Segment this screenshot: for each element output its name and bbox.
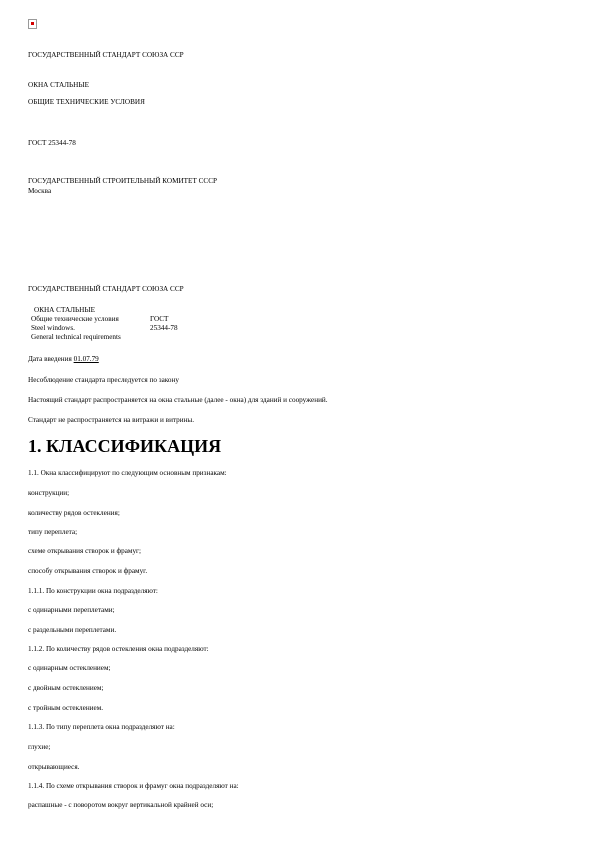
committee-name: ГОСУДАРСТВЕННЫЙ СТРОИТЕЛЬНЫЙ КОМИТЕТ СССР bbox=[28, 177, 218, 185]
section-line: 1.1.3. По типу переплета окна подразделяют на: bbox=[28, 723, 175, 731]
standard-ussr-heading-2: ГОСУДАРСТВЕННЫЙ СТАНДАРТ СОЮЗА ССР bbox=[28, 285, 184, 293]
date-label: Дата введения bbox=[28, 355, 72, 363]
section-line: с раздельными переплетами. bbox=[28, 626, 117, 634]
gost-number: ГОСТ 25344-78 bbox=[28, 139, 76, 147]
section-line: типу переплета; bbox=[28, 528, 78, 536]
section-line: способу открывания створок и фрамуг. bbox=[28, 567, 148, 575]
section-line: открывающиеся. bbox=[28, 763, 80, 771]
table-cell: Общие технические условия bbox=[31, 315, 119, 323]
section-line: 1.1.1. По конструкции окна подразделяют: bbox=[28, 587, 158, 595]
section-line: 1.1.2. По количеству рядов остекления окна подразделяют: bbox=[28, 645, 209, 653]
paragraph: Настоящий стандарт распространяется на окна стальные (далее - окна) для зданий и сооружений. bbox=[28, 396, 328, 404]
section-line: 1.1. Окна классифицируют по следующим основным признакам: bbox=[28, 469, 227, 477]
section-line: 1.1.4. По схеме открывания створок и фрамуг окна подразделяют на: bbox=[28, 782, 239, 790]
section-line: количеству рядов остекления; bbox=[28, 509, 120, 517]
section-line: с двойным остеклением; bbox=[28, 684, 104, 692]
doc-title-1: ОКНА СТАЛЬНЫЕ bbox=[28, 81, 90, 89]
section-line: с тройным остеклением. bbox=[28, 704, 104, 712]
broken-image-alt bbox=[29, 20, 32, 28]
city-name: Москва bbox=[28, 187, 52, 195]
section-line: схеме открывания створок и фрамуг; bbox=[28, 547, 141, 555]
section-line: распашные - с поворотом вокруг вертикальной крайней оси; bbox=[28, 801, 214, 809]
section-line: с одинарными переплетами; bbox=[28, 606, 115, 614]
paragraph: Стандарт не распространяется на витражи и витрины. bbox=[28, 416, 195, 424]
paragraph: Несоблюдение стандарта преследуется по закону bbox=[28, 376, 179, 384]
date-value-link[interactable]: 01.07.79 bbox=[73, 355, 99, 363]
table-cell: ГОСТ bbox=[150, 315, 169, 323]
table-cell: General technical requirements bbox=[31, 333, 121, 341]
table-cell: 25344-78 bbox=[150, 324, 178, 332]
broken-image-icon bbox=[28, 19, 37, 29]
section-heading: 1. КЛАССИФИКАЦИЯ bbox=[28, 436, 222, 456]
date-line bbox=[28, 355, 99, 364]
table-cell: ОКНА СТАЛЬНЫЕ bbox=[34, 306, 96, 314]
doc-title-2: ОБЩИЕ ТЕХНИЧЕСКИЕ УСЛОВИЯ bbox=[28, 98, 145, 106]
section-line: глухие; bbox=[28, 743, 51, 751]
section-line: с одинарным остеклением; bbox=[28, 664, 111, 672]
table-cell: Steel windows. bbox=[31, 324, 75, 332]
standard-ussr-heading: ГОСУДАРСТВЕННЫЙ СТАНДАРТ СОЮЗА ССР bbox=[28, 51, 184, 59]
section-line: конструкции; bbox=[28, 489, 70, 497]
